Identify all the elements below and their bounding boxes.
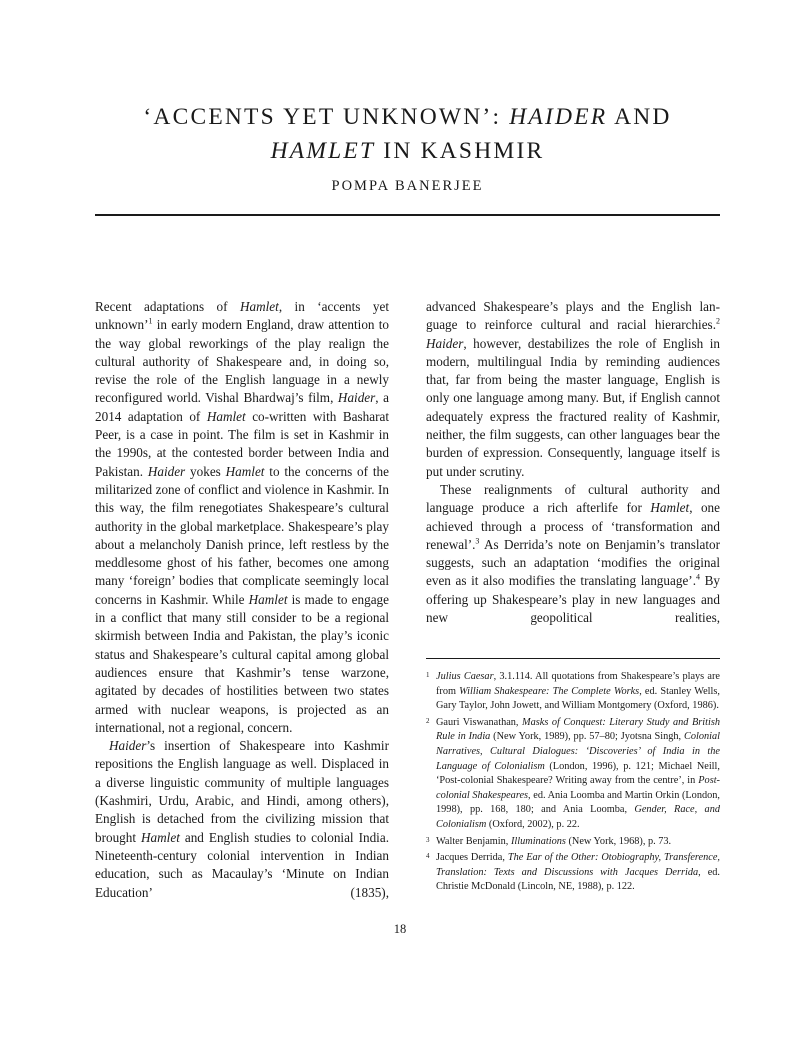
paragraph-3: These realignments of cultural authority and language produce a rich afterlife for Hamlet, one achieved through a process of ‘transformation and renewal’.$^3$ As Derrida’s note on Benjamin’s translator suggests, such an adaptation ‘modifies the original even as it also modifies the translating language’.$^4$ By offering up Shakespeare’s play in new languages and new geopolitical realities, [426, 481, 721, 626]
footnote-1: 1 Julius Caesar, 3.1.114. All quotations from Shakespeare’s plays are from William Shakespeare: The Complete Works, ed. Stanley Wells, Gary Taylor, John Jowett, and William Montgomery (Oxford, 1986). [426, 671, 720, 712]
paragraph-1: Recent adaptations of Hamlet, in ‘accents yet unknown’$^1$ in early modern England, draw attention to the way global reworkings of the play realign the cultural authority of Shakespeare and, in doing so, revise the role of the English language in a newly reconfigured world. Vishal Bhardwaj’s film, Haider, a 2014 adaptation of Hamlet co-written with Basharat Peer, is a case in point. The film is set in Kashmir in the 1990s, at the contested border between India and Pakistan. Haider yokes Hamlet to the concerns of the militarized zone of conflict and violence in Kashmir. In this way, the film renegotiates Shakespeare’s cultural authority in the global marketplace. Shakespeare’s play about a melancholy Danish prince, left restless by the meddlesome ghost of his father, becomes one among many ‘foreign’ bodies that complicate seemingly local concerns in Kashmir. While Hamlet is made to engage in a conflict that many still consider to be a regional skirmish between India and Pakistan, the play’s iconic status and Shakespeare’s cultural capital among global audiences ensure that Kashmir’s tense warzone, agitated by decades of hostilities between two states armed with nuclear weapons, is projected as an international, not a regional, concern. [95, 299, 389, 735]
page-number: 18 [393, 922, 407, 936]
footnote-3: 3 Walter Benjamin, Illuminations (New York, 1968), p. 73. [426, 835, 672, 847]
footnote-ref-4[interactable]: 4 [696, 573, 700, 583]
paragraph-2: Haider’s insertion of Shakespeare into Kashmir repositions the English language as well. Displaced in a diverse linguistic community of multiple languages (Kashmiri, Urdu, Arabic, and Hindi, among others), English is detached from the civilizing mission that brought Hamlet and English studies to colonial India. Nineteenth-century colonial intervention in Indian education, such as Macaulay’s ‘Minute on Indian Education’ (1835), [95, 738, 389, 900]
footnote-2: 2 Gauri Viswanathan, Masks of Conquest: Literary Study and British Rule in India (New York, 1989), pp. 57–80; Jyotsna Singh, Colonial Narratives, Cultural Dialogues: ‘Discoveries’ of India in the Language of Colonialism (London, 1996), p. 121; Michael Neill, ‘Post-colonial Shakespeare? Writing away from the centre’, in Post-colonial Shakespeares, ed. Ania Loomba and Martin Orkin (London, 1998), pp. 168, 180; and Ania Loomba, Gender, Race, and Colonialism (Oxford, 2002), p. 22. [426, 716, 721, 830]
article-header [95, 100, 720, 195]
title-line-2: HAMLET IN KASHMIR [270, 138, 545, 164]
footnote-rule [426, 658, 720, 659]
footnote-ref-3[interactable]: 3 [475, 536, 480, 546]
footnote-ref-1[interactable]: 1 [148, 316, 153, 326]
title-line-1: ‘ACCENTS YET UNKNOWN’: HAIDER AND [143, 104, 672, 130]
text-column-left [95, 298, 389, 902]
footnote-4: 4 Jacques Derrida, The Ear of the Other: Otobiography, Transference, Translation: Texts and Discussions with Jacques Derrida, ed. Christie McDonald (Lincoln, NE, 1988), p. 122. [426, 852, 720, 893]
footnote-ref-2[interactable]: 2 [716, 316, 720, 326]
footnotes [426, 670, 720, 897]
paragraph-2-continued: advanced Shakespeare’s plays and the English language to reinforce cultural and racial hierarchies.$^2$ Haider, however, destabilizes the role of English in modern, multilingual India by reminding audiences that, far from being the master language, English is only one language among many. But, if English cannot adequately express the fractured reality of Kashmir, neither, the film suggests, can other languages bear the burden of expression. Consequently, language itself is put under scrutiny. [426, 299, 720, 479]
text-column-right [426, 298, 720, 627]
paragraph-2-continues: and English studies to colonial India. Nineteenth-century colonial intervention in Indian education, such as Macaulay’s ‘Minute on Indian Education’ (1835), [95, 829, 389, 900]
header-rule [95, 214, 720, 216]
author-name: POMPA BANERJEE [331, 178, 484, 194]
article-title [95, 100, 720, 168]
